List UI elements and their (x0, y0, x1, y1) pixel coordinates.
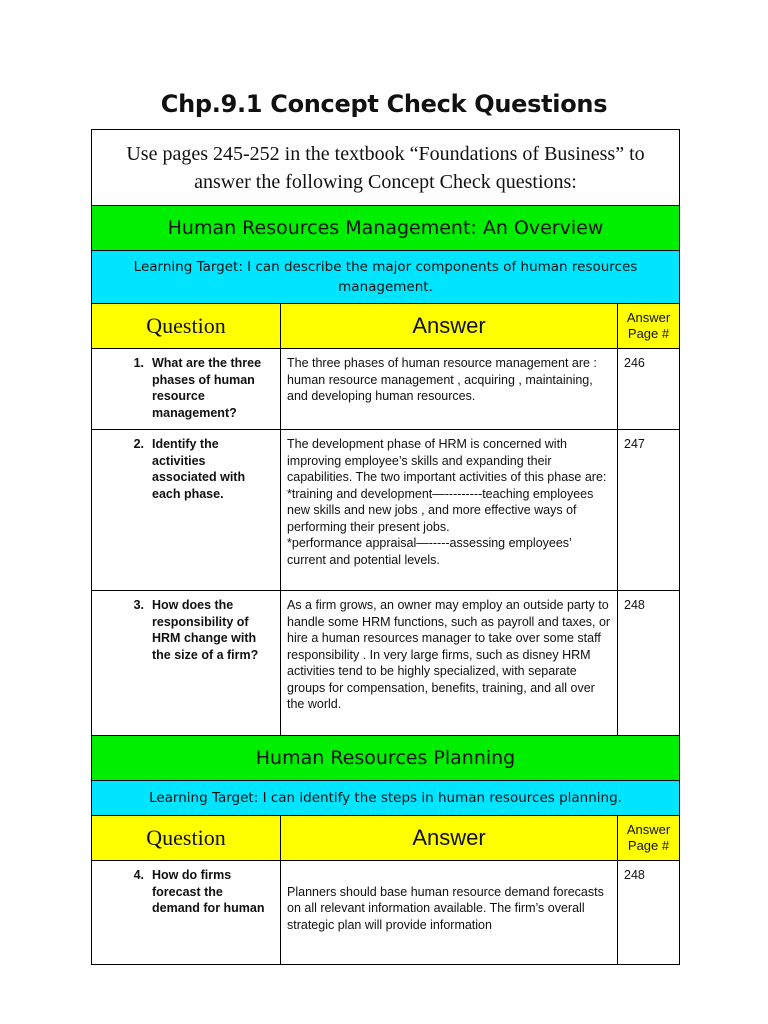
answer-cell: As a firm grows, an owner may employ an outside party to handle some HRM functions, such as payroll and taxes, or hire a human resources manager to take over some staff responsibility . In very large firms, such as disney HRM activities tend to be highly specialized, with separate groups for compensation, benefits, training, and all over the world. (281, 591, 618, 736)
question-row (92, 349, 680, 430)
question-column-header: Question (92, 816, 281, 861)
question-cell (92, 430, 281, 591)
section-heading: Human Resources Planning (92, 736, 680, 781)
answer-column-header: Answer (281, 816, 618, 861)
answer-cell: The development phase of HRM is concerned with improving employee’s skills and expanding their capabilities. The two important activities of this phase are: *training and development—---------teaching employees new skills and new jobs , and more effective ways of performing their present jobs. *performance appraisal—-----assessing employees’ current and potential levels. (281, 430, 618, 591)
question-cell (92, 349, 281, 430)
page-column-header: Answer Page # (618, 304, 680, 349)
question-number: 2. (133, 437, 144, 451)
question-row (92, 861, 680, 965)
question-cell (92, 591, 281, 736)
answer-cell: The three phases of human resource management are : human resource management , acquiring , maintaining, and developing human resources. (281, 349, 618, 430)
concept-check-table (91, 129, 680, 965)
learning-target: Learning Target: I can identify the steps in human resources planning. (92, 781, 680, 816)
question-text: How do firms forecast the demand for human (152, 868, 265, 915)
question-text: What are the three phases of human resource management? (152, 356, 262, 420)
question-row (92, 591, 680, 736)
question-text: Identify the activities associated with each phase. (152, 437, 246, 501)
answer-column-header: Answer (281, 304, 618, 349)
intro-instructions: Use pages 245-252 in the textbook “Foundations of Business” to answer the following Concept Check questions: (92, 130, 680, 206)
question-column-header: Question (92, 304, 281, 349)
question-text: How does the responsibility of HRM change with the size of a firm? (152, 598, 259, 662)
answer-page-cell: 248 (618, 861, 680, 965)
question-number: 4. (133, 868, 144, 882)
answer-cell: Planners should base human resource demand forecasts on all relevant information available. The firm’s overall strategic plan will provide information (287, 884, 604, 932)
answer-cell-wrap (281, 861, 618, 965)
section-heading: Human Resources Management: An Overview (92, 206, 680, 251)
question-cell (92, 861, 281, 965)
answer-page-cell: 247 (618, 430, 680, 591)
question-row (92, 430, 680, 591)
answer-page-cell: 246 (618, 349, 680, 430)
question-number: 3. (133, 598, 144, 612)
question-number: 1. (133, 356, 144, 370)
learning-target: Learning Target: I can describe the major components of human resources management. (92, 251, 680, 304)
answer-page-cell: 248 (618, 591, 680, 736)
page-title: Chp.9.1 Concept Check Questions (160, 90, 608, 118)
page-column-header: Answer Page # (618, 816, 680, 861)
